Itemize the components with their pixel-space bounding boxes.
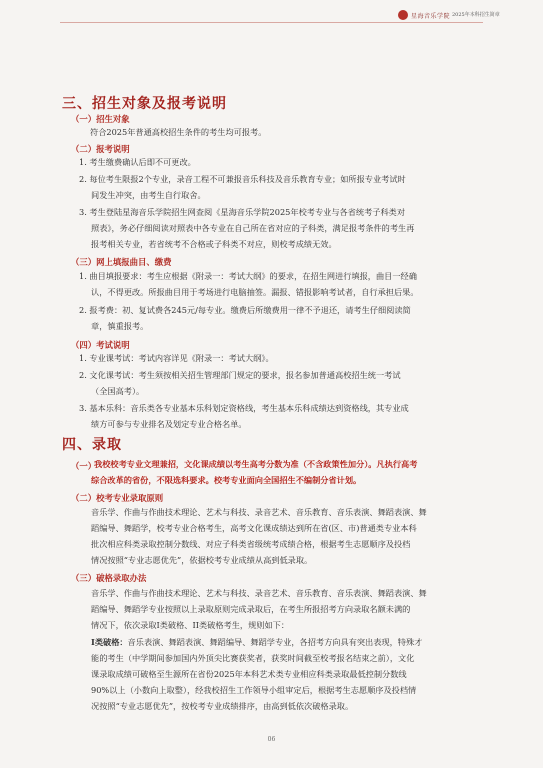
section-4-3-line-3: 情况下，依次录取I类破格、II类破格考生，规则如下： — [91, 620, 290, 630]
type-1-exception-line-2: 能的考生（中学期间参加国内外顶尖比赛获奖者，获奖时间截至校考报名结束之前），文化 — [91, 653, 415, 663]
section-4-2-line-4: 情况按照“专业志愿优先”，依据校考专业成绩从高到低录取。 — [91, 555, 313, 565]
section-4-title: 四、录取 — [62, 437, 122, 453]
type-1-exception-line-5: 况按照“专业志愿优先”，按校考专业成绩排序，由高到低依次破格录取。 — [91, 701, 354, 711]
header-doc-title: 2025年本科招生简章 — [452, 12, 500, 18]
section-3-2-item-3-cont1: 照表》，务必仔细阅读对照表中各专业在自己所在省对应的子科类，满足报考条件的考生再 — [91, 223, 415, 233]
section-3-4-title: （四）考试说明 — [71, 340, 130, 350]
type-1-exception-text: 音乐表演、舞蹈表演、舞蹈编导、舞蹈学专业，各招考方向具有突出表现，特殊才 — [127, 637, 423, 647]
section-3-4-item-2: 2. 文化课考试：考生须按相关招生管理部门规定的要求，报名参加普通高校招生统一考试 — [79, 370, 401, 380]
section-3-title: 三、招生对象及报考说明 — [62, 96, 227, 112]
section-3-2-item-2: 2. 每位考生限报2个专业，录音工程不可兼报音乐科技及音乐教育专业；如所报专业考试时 — [79, 174, 406, 184]
section-3-3-item-1-cont: 认，不得更改。所报曲目用于考场进行电脑抽签。漏报、错报影响考试者，自行承担后果。 — [91, 287, 419, 297]
type-1-exception-label: I类破格： — [91, 637, 128, 647]
section-4-2-line-3: 批次相应科类录取控制分数线、对应子科类省级统考成绩合格，根据考生志愿顺序及投档 — [91, 539, 411, 549]
section-3-3-item-1: 1. 曲目填报要求：考生应根据《附录一：考试大纲》的要求，在招生网进行填报，曲目一经确 — [79, 271, 417, 281]
section-3-4-item-1: 1. 专业课考试：考试内容详见《附录一：考试大纲》。 — [79, 353, 274, 363]
school-seal-icon — [398, 10, 408, 20]
section-4-1-line-1: 我校校考专业文理兼招，文化课成绩以考生高考分数为准（不含政策性加分）。凡执行高考 — [94, 459, 418, 469]
school-logo — [398, 10, 450, 20]
type-1-exception-line-1 — [91, 634, 422, 650]
section-3-2-item-2-cont: 间发生冲突，由考生自行取舍。 — [91, 190, 206, 200]
section-3-2-item-3: 3. 考生登陆星海音乐学院招生网查阅《星海音乐学院2025年校考专业与各省统考子科类对 — [79, 207, 406, 217]
type-1-exception-line-4: 90%以上（小数向上取整），经我校招生工作领导小组审定后，根据考生志愿顺序及投档情 — [91, 685, 417, 695]
section-4-1-label: （一） — [71, 461, 97, 471]
page-number: 06 — [267, 736, 276, 743]
section-3-2-title: （二）报考说明 — [71, 144, 130, 154]
section-3-3-title: （三）网上填报曲目、缴费 — [71, 257, 172, 267]
section-3-3-item-2-cont: 章，慎重报考。 — [91, 321, 149, 331]
section-4-2-title: （二）校考专业录取原则 — [71, 493, 164, 503]
section-3-3-item-2: 2. 报考费：初、复试费各245元/每专业。缴费后所缴费用一律不予退还，请考生仔细阅读简 — [79, 305, 411, 315]
section-4-3-line-1: 音乐学、作曲与作曲技术理论、艺术与科技、录音艺术、音乐教育、音乐表演、舞蹈表演、舞 — [91, 588, 427, 598]
section-4-2-line-2: 蹈编导、舞蹈学，校考专业合格考生，高考文化课成绩达到所在省(区、市)普通类专业本科 — [91, 523, 417, 533]
section-3-4-item-3-cont: 绩方可参与专业排名及划定专业合格名单。 — [91, 419, 247, 429]
section-3-4-item-2-cont: （全国高考）。 — [91, 386, 145, 396]
school-logo-text: 星海音乐学院 — [411, 12, 451, 20]
section-3-1-text: 符合2025年普通高校招生条件的考生均可报考。 — [90, 127, 267, 137]
section-4-3-title: （三）破格录取办法 — [71, 573, 147, 583]
header-divider — [60, 22, 483, 23]
section-3-2-item-3-cont2: 报考相关专业，若省统考不合格或子科类不对应，则校考成绩无效。 — [91, 239, 337, 249]
section-4-1-line-2: 综合改革的省份，不限选科要求。校考专业面向全国招生不编制分省计划。 — [91, 475, 362, 485]
type-1-exception-line-3: 课录取成绩可破格至生源所在省份2025年本科艺术类专业相应科类录取最低控制分数线 — [91, 669, 407, 679]
section-4-3-line-2: 蹈编导、舞蹈学专业按照以上录取原则完成录取后，在考生所报招考方向录取名额未满的 — [91, 604, 411, 614]
section-4-2-line-1: 音乐学、作曲与作曲技术理论、艺术与科技、录音艺术、音乐教育、音乐表演、舞蹈表演、舞 — [91, 507, 427, 517]
section-3-1-title: （一）招生对象 — [71, 114, 130, 124]
section-3-2-item-1: 1. 考生缴费确认后即不可更改。 — [79, 157, 196, 167]
section-3-4-item-3: 3. 基本乐科：音乐类各专业基本乐科划定资格线，考生基本乐科成绩达到资格线，其专业成 — [79, 403, 409, 413]
